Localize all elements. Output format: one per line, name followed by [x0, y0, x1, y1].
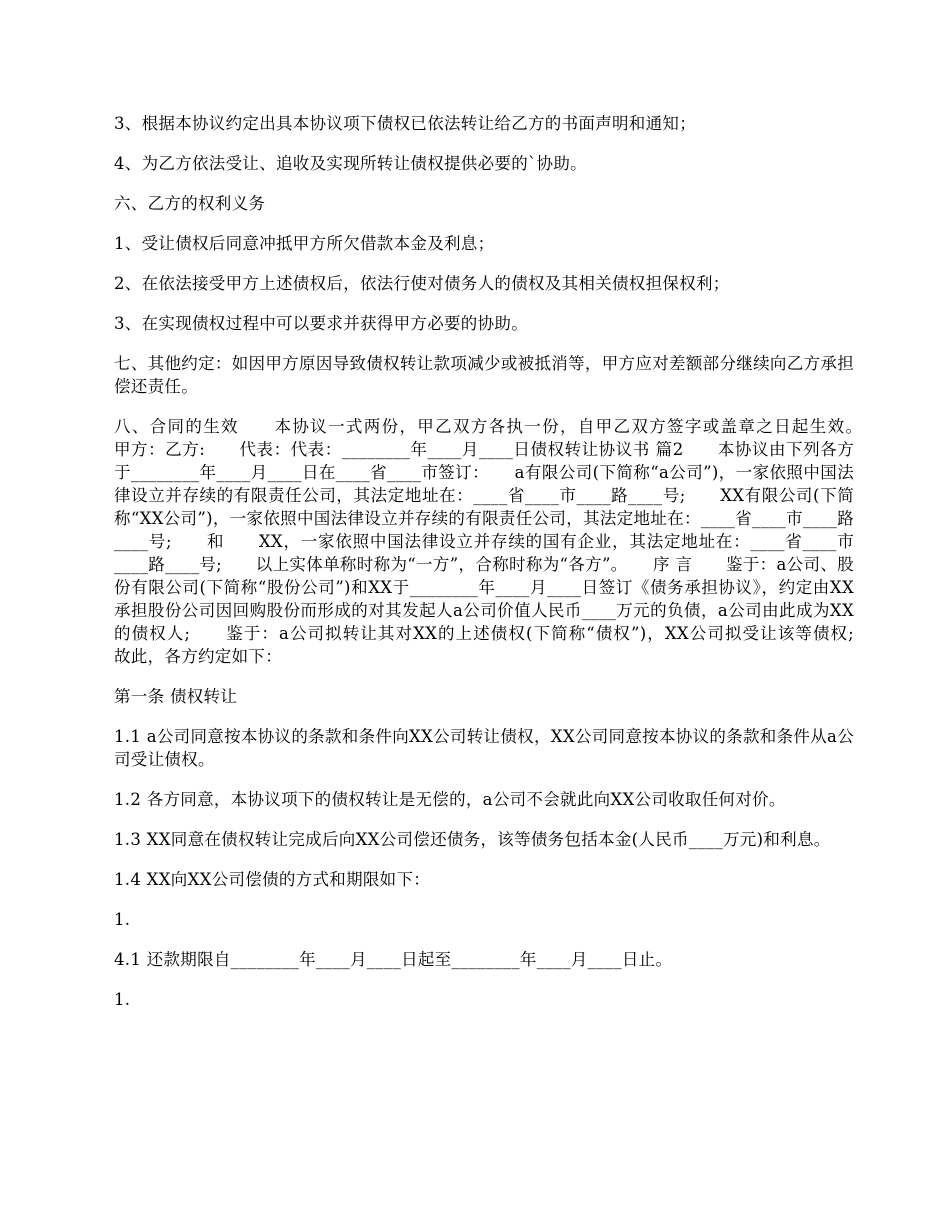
paragraph: 4、为乙方依法受让、追收及实现所转让债权提供必要的`协助。: [114, 154, 587, 173]
paragraph: 3、根据本协议约定出具本协议项下债权已依法转让给乙方的书面声明和通知；: [114, 114, 696, 133]
section-heading: 第一条 债权转让: [114, 687, 238, 706]
paragraph: 1.2 各方同意，本协议项下的债权转让是无偿的，a公司不会就此向XX公司收取任何对价。: [114, 790, 786, 809]
paragraph: 4.1 还款期限自________年____月____日起至________年____月____日止。: [114, 950, 673, 969]
paragraph: 1、受让债权后同意冲抵甲方所欠借款本金及利息；: [114, 234, 495, 253]
paragraph: 八、合同的生效 本协议一式两份，甲乙双方各执一份，自甲乙双方签字或盖章之日起生效。 甲方：乙方: 代表：代表：________年____月____日债权转让协议书 篇2 本协议由下列各方于________年____月____日在____省____市签订： a有限公司(下简称“a公司”)，一家依照中国法律设立并存续的有限责任公司，其法定地址在：____省____市____路____号; XX有限公司(下简称“XX公司”)，一家依照中国法律设立并存续的有限责任公司，其法定地址在：____省____市____路____号; 和 XX，一家依照中国法律设立并存续的国有企业，其法定地址在：____省____市____路____号; 以上实体单称时称为“一方”，合称时称为“各方”。 序 言 鉴于：a公司、股份有限公司(下简称“股份公司”)和XX于________年____月____日签订《债务承担协议》，约定由XX承担股份公司因回购股份而形成的对其发起人a公司价值人民币____万元的负债，a公司由此成为XX的债权人; 鉴于：a公司拟转让其对XX的上述债权(下简称“债权”)，XX公司拟受让该等债权; 故此，各方约定如下：: [114, 417, 888, 666]
list-marker: 1.: [114, 990, 131, 1009]
paragraph: 3、在实现债权过程中可以要求并获得甲方必要的协助。: [114, 314, 528, 333]
paragraph: 1.1 a公司同意按本协议的条款和条件向XX公司转让债权，XX公司同意按本协议的条款和条件从a公司受让债权。: [114, 727, 854, 769]
paragraph: 1.3 XX同意在债权转让完成后向XX公司偿还债务，该等债务包括本金(人民币____万元)和利息。: [114, 830, 831, 849]
paragraph: 2、在依法接受甲方上述债权后，依法行使对债务人的债权及其相关债权担保权利；: [114, 274, 730, 293]
paragraph: 1.4 XX向XX公司偿债的方式和期限如下：: [114, 870, 431, 889]
document-page: [114, 112, 888, 1028]
list-marker: 1.: [114, 910, 131, 929]
section-heading: 六、乙方的权利义务: [114, 194, 266, 213]
paragraph: 七、其他约定：如因甲方原因导致债权转让款项减少或被抵消等，甲方应对差额部分继续向乙方承担偿还责任。: [114, 354, 854, 396]
